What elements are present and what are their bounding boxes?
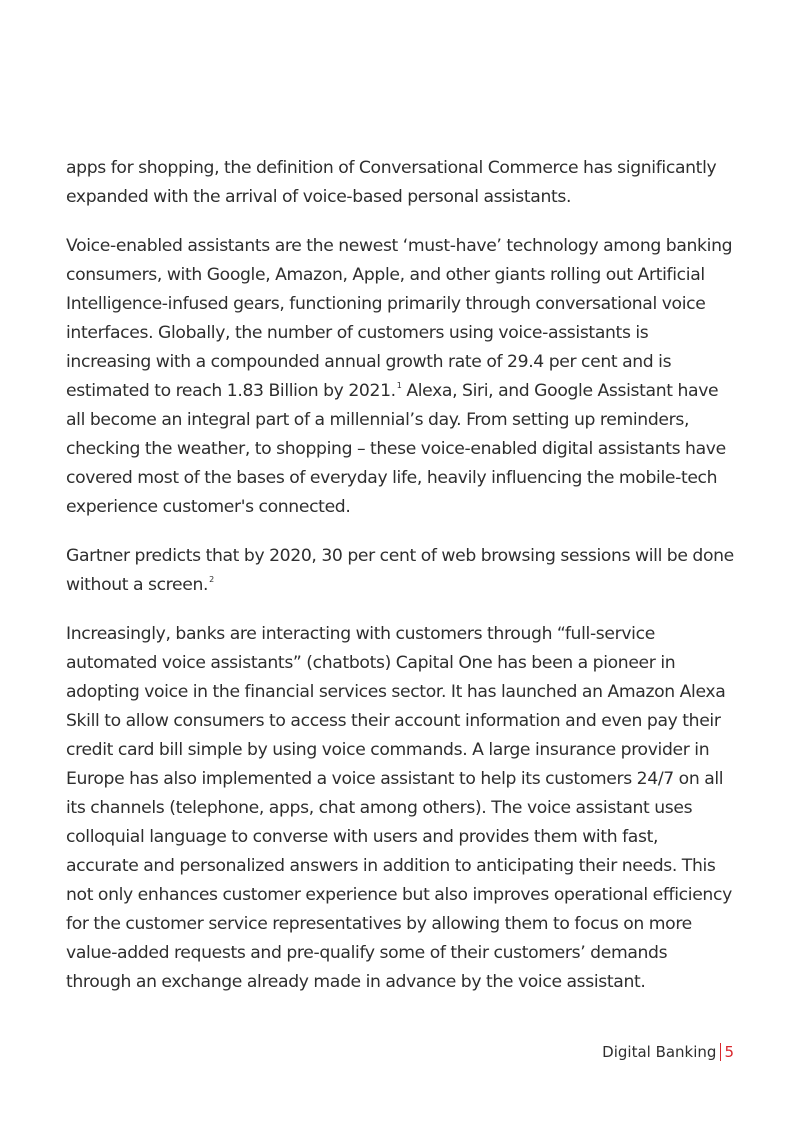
paragraph-text: Increasingly, banks are interacting with customers through “full-service automated voice assistants” (chatbots) Capital One has been a pioneer in adopting voice in the financial services sector. It has launched an Amazon Alexa Skill to allow consumers to access their account information and even pay their credit card bill simple by using voice commands. A large insurance provider in Europe has also implemented a voice assistant to help its customers 24/7 on all its channels (telephone, apps, chat among others). The voice assistant uses colloquial language to converse with users and provides them with fast, accurate and personalized answers in addition to anticipating their needs. This not only enhances customer experience but also improves operational efficiency for the customer service representatives by allowing them to focus on more value-added requests and pre-qualify some of their customers’ demands through an exchange already made in advance by the voice assistant. <box>66 624 732 992</box>
paragraph-gartner <box>66 542 734 600</box>
paragraph-text: Voice-enabled assistants are the newest ‘must-have’ technology among banking consumers, with Google, Amazon, Apple, and other giants rolling out Artificial Intelligence-infused gears, functioning primarily through conversational voice interfaces. Globally, the number of customers using voice-assistants is increasing with a compounded annual growth rate of 29.4 per cent and is estimated to reach 1.83 Billion by 2021. <box>66 236 733 401</box>
paragraph-text-continued: Alexa, Siri, and Google Assistant have all become an integral part of a millennial’s day. From setting up reminders, checking the weather, to shopping – these voice-enabled digital assistants have covered most of the bases of everyday life, heavily influencing the mobile-tech experience customer's connected. <box>66 381 726 517</box>
paragraph-text: Gartner predicts that by 2020, 30 per cent of web browsing sessions will be done without a screen. <box>66 546 734 595</box>
paragraph-voice-assistants <box>66 232 734 522</box>
footer-title: Digital Banking <box>602 1043 717 1061</box>
footer-divider <box>720 1043 721 1061</box>
footnote-ref-1: 1 <box>396 381 402 390</box>
paragraph-conversational-commerce <box>66 154 734 212</box>
body-text <box>66 154 734 1017</box>
page-footer <box>602 1042 734 1062</box>
page-number: 5 <box>724 1043 734 1061</box>
paragraph-banks-voice <box>66 620 734 997</box>
footnote-ref-2: 2 <box>209 575 214 584</box>
paragraph-text: apps for shopping, the definition of Conversational Commerce has significantly expanded with the arrival of voice-based personal assistants. <box>66 158 717 207</box>
